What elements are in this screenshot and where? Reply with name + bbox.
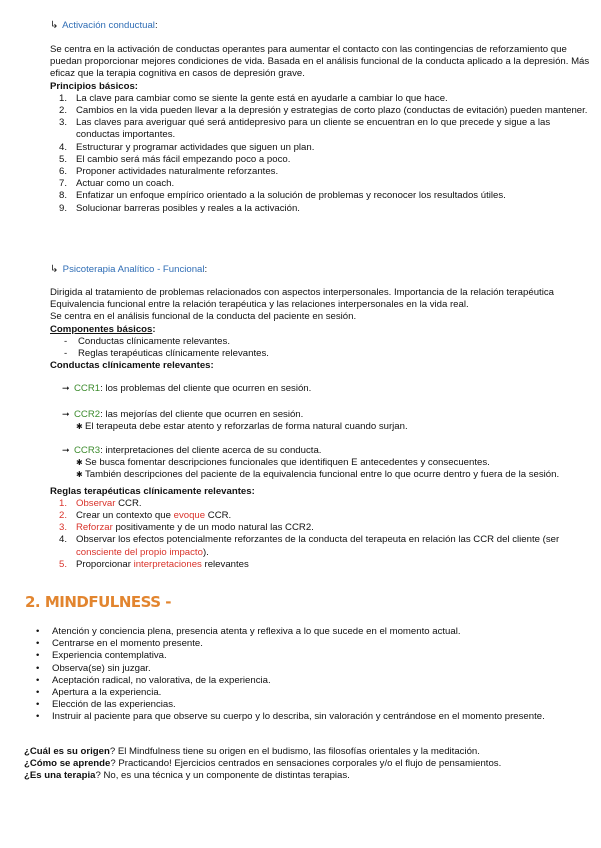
list-item: • Experiencia contemplativa.: [24, 650, 594, 662]
list-item: 4. Observar los efectos potencialmente reforzantes de la conducta del terapeuta en relación las CCR del cliente (ser consciente del propio impacto).: [58, 534, 560, 558]
qa-line: ¿Es una terapia? No, es una técnica y un componente de distintas terapias.: [24, 770, 350, 782]
list-item: 8. Enfatizar un enfoque empírico orientado a la solución de problemas y reconocer los resultados útiles.: [58, 190, 506, 202]
components-label: Componentes básicos: [50, 323, 153, 335]
section-title: Psicoterapia Analítico - Funcional: [62, 264, 205, 275]
asterisk-icon: ✱: [76, 421, 83, 431]
rules-label: Reglas terapéuticas clínicamente relevantes:: [50, 485, 255, 497]
list-item: 2. Crear un contexto que evoque CCR.: [58, 510, 232, 522]
mindfulness-list: [24, 626, 594, 724]
list-item: 7. Actuar como un coach.: [58, 178, 175, 190]
ccr3-note: ✱ También descripciones del paciente de la equivalencia funcional entre lo que ocurre dentro y fuera de la sesión.: [76, 469, 560, 481]
right-arrow-icon: ➞: [62, 445, 70, 456]
corner-arrow-icon: ↳: [50, 20, 59, 31]
corner-arrow-icon: ↳: [50, 264, 59, 275]
list-item: • Observa(se) sin juzgar.: [24, 663, 594, 675]
list-item: - Conductas clínicamente relevantes.: [64, 335, 230, 347]
rules-list: [50, 498, 595, 571]
list-item: • Centrarse en el momento presente.: [24, 638, 594, 650]
right-arrow-icon: ➞: [62, 383, 70, 394]
list-item: 3. Las claves para averiguar qué será antidepresivo para un cliente se encuentran en lo que precede y sigue a las conductas importantes.: [58, 117, 551, 141]
mindfulness-qa: [24, 746, 594, 783]
principles-list: [50, 93, 595, 215]
components-list: [50, 336, 595, 360]
qa-line: ¿Cuál es su origen? El Mindfulness tiene su origen en el budismo, las filosofías orientales y la meditación.: [24, 746, 480, 757]
ccr3-note: ✱ Se busca fomentar descripciones funcionales que identifiquen E antecedentes y consecuentes.: [76, 457, 490, 469]
intro-paragraph-2: Se centra en el análisis funcional de la conducta del paciente en sesión.: [50, 311, 357, 323]
list-item: • Elección de las experiencias.: [24, 699, 594, 711]
list-item: 4. Estructurar y programar actividades que siguen un plan.: [58, 141, 315, 153]
list-item: • Apertura a la experiencia.: [24, 687, 594, 699]
list-item: 1. La clave para cambiar como se siente la gente está en ayudarle a cambiar lo que hace.: [58, 92, 448, 104]
ccr2-note: ✱ El terapeuta debe estar atento y reforzarlas de forma natural cuando surjan.: [76, 420, 408, 432]
list-item: 5. Proporcionar interpretaciones relevantes: [58, 558, 249, 570]
intro-paragraph: Se centra en la activación de conductas operantes para aumentar el contacto con las contingencias de reforzamiento que puedan proporcionar mejores condiciones de vida. Basada en el análisis funcional de la conducta aplicado a la depresión. Más eficaz que la terapia cognitiva en casos de depresión grave.: [50, 44, 590, 80]
list-item: 1. Observar CCR.: [58, 497, 142, 509]
right-arrow-icon: ➞: [62, 408, 70, 419]
section-activacion-body: Se centra en la activación de conductas operantes para aumentar el contacto con las contingencias de reforzamiento que puedan proporcionar mejores condiciones de vida. Basada en el análisis funcional de la conducta aplicado a la depresión. Más eficaz que la terapia cognitiva en casos de depresión grave. Principios básicos: 1. La clave para cambiar como se siente la gente está en ayudarle a cambiar lo que hace. 2. Cambios en la vida pueden llevar a la depresión y estrategias de corto plazo (conductas de evitación) pueden mantener. 3. Las claves para averiguar qué será antidepresivo para un cliente se encuentran en lo que precede y sigue a las conductas importantes. 4. Estructurar y programar actividades que siguen un plan. 5. El cambio será más fácil empezando poco a poco. 6. Proponer actividades naturalmente reforzantes. 7. Actuar como un coach. 8. Enfatizar un enfoque empírico orientado a la solución de problemas y reconocer los resultados útiles. 9. Solucionar barreras posibles y reales a la activación.: [50, 44, 595, 215]
ccr1-item: ➞ CCR1: los problemas del cliente que ocurren en sesión.: [62, 383, 312, 395]
mindfulness-title: 2. MINDFULNESS -: [25, 593, 172, 611]
section-activacion-heading: ↳ Activación conductual:: [50, 20, 158, 31]
ccr3-item: ➞ CCR3: interpretaciones del cliente acerca de su conducta.: [62, 445, 322, 457]
ccr2-item: ➞ CCR2: las mejorías del cliente que ocurren en sesión.: [62, 408, 304, 420]
intro-paragraph: Dirigida al tratamiento de problemas relacionados con aspectos interpersonales. Importancia de la relación terapéutica Equivalencia funcional entre la relación terapéutica y las relaciones interpersonales en la vida real.: [50, 287, 554, 311]
principles-label: Principios básicos: [50, 80, 135, 92]
section-fap-body: Dirigida al tratamiento de problemas relacionados con aspectos interpersonales. Importancia de la relación terapéutica Equivalencia funcional entre la relación terapéutica y las relaciones interpersonales en la vida real. Se centra en el análisis funcional de la conducta del paciente en sesión. Componentes básicos: - Conductas clínicamente relevantes. - Reglas terapéuticas clínicamente relevantes. Conductas clínicamente relevantes: ➞ CCR1: los problemas del cliente que ocurren en sesión. ➞ CCR2: las mejorías del cliente que ocurren en sesión. ✱ El terapeuta debe estar atento y reforzarlas de forma natural cuando surjan. ➞ CCR3: interpretaciones del cliente acerca de su conducta. ✱ Se busca fomentar descripciones funcionales que identifiquen E antecedentes y consecuentes. ✱ También descripciones del paciente de la equivalencia funcional entre lo que ocurre dentro y fuera de la sesión. Reglas terapéuticas clínicamente relevantes: 1. Observar CCR. 2. Crear un contexto que evoque CCR. 3. Reforzar positivamente y de un modo natural las CCR2. 4. Observar los efectos potencialmente reforzantes de la conducta del terapeuta en relación las CCR del cliente (ser consciente del propio impacto). 5. Proporcionar interpretaciones relevantes: [50, 287, 595, 571]
list-item: - Reglas terapéuticas clínicamente relevantes.: [64, 348, 269, 360]
qa-line: ¿Cómo se aprende? Practicando! Ejercicios centrados en sensaciones corporales y/o el flujo de pensamientos.: [24, 758, 502, 770]
list-item: • Aceptación radical, no valorativa, de la experiencia.: [24, 675, 594, 687]
list-item: 2. Cambios en la vida pueden llevar a la depresión y estrategias de corto plazo (conductas de evitación) pueden mantener.: [58, 105, 588, 117]
asterisk-icon: ✱: [76, 470, 83, 480]
list-item: 6. Proponer actividades naturalmente reforzantes.: [58, 166, 279, 178]
asterisk-icon: ✱: [76, 458, 83, 468]
section-fap-heading: ↳ Psicoterapia Analítico - Funcional:: [50, 264, 208, 275]
list-item: 9. Solucionar barreras posibles y reales a la activación.: [58, 202, 300, 214]
section-title: Activación conductual: [62, 20, 155, 31]
ccr-label: Conductas clínicamente relevantes:: [50, 360, 214, 372]
list-item: 3. Reforzar positivamente y de un modo natural las CCR2.: [58, 522, 314, 534]
list-item: • Atención y conciencia plena, presencia atenta y reflexiva a lo que sucede en el momento actual.: [24, 626, 594, 638]
list-item: 5. El cambio será más fácil empezando poco a poco.: [58, 153, 291, 165]
list-item: • Instruir al paciente para que observe su cuerpo y lo describa, sin valoración y centrándose en el momento presente.: [24, 711, 594, 723]
